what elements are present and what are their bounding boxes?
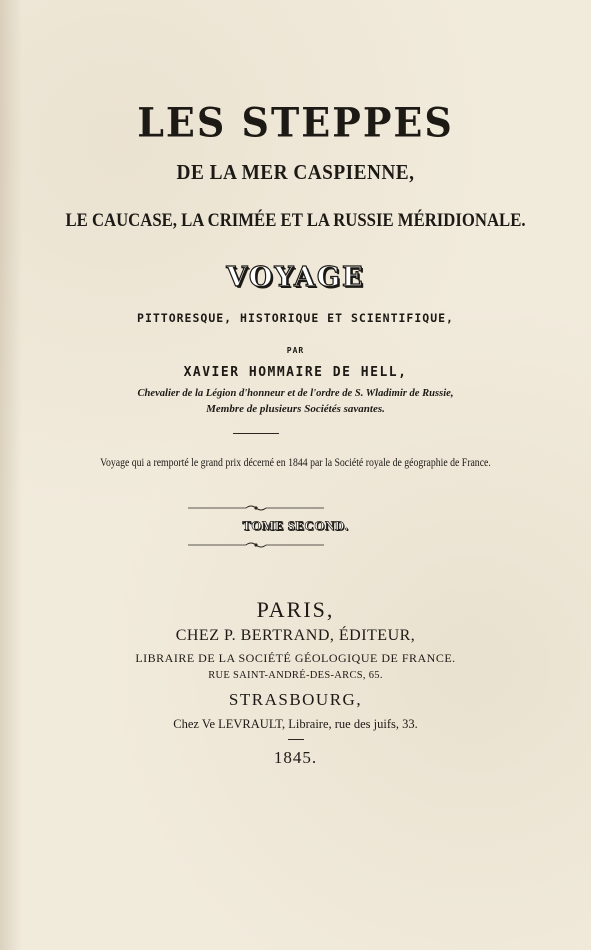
title-line-3: LE CAUCASE, LA CRIMÉE ET LA RUSSIE MÉRIDIONALE.: [65, 210, 526, 231]
title-line-2: DE LA MER CASPIENNE,: [176, 160, 415, 184]
par-label: PAR: [286, 346, 305, 355]
publication-year: 1845.: [273, 748, 318, 767]
ornament-bottom: [188, 541, 324, 549]
publisher-city: PARIS,: [256, 597, 335, 622]
publisher-city-2: STRASBOURG,: [228, 690, 363, 709]
author-name: XAVIER HOMMAIRE DE HELL,: [183, 365, 408, 380]
book-title: LES STEPPES: [137, 98, 454, 147]
ornament-top: [188, 504, 324, 512]
publisher-address: RUE SAINT-ANDRÉ-DES-ARCS, 65.: [208, 670, 383, 681]
author-honors-2: Membre de plusieurs Sociétés savantes.: [206, 403, 385, 415]
voyage-description: PITTORESQUE, HISTORIQUE ET SCIENTIFIQUE,: [137, 311, 454, 325]
author-honors-1: Chevalier de la Légion d'honneur et de l'ordre de S. Wladimir de Russie,: [137, 387, 454, 399]
publisher-name: CHEZ P. BERTRAND, ÉDITEUR,: [175, 627, 416, 644]
divider-rule: [233, 433, 279, 434]
voyage-heading: VOYAGE: [226, 262, 365, 293]
publisher-role: LIBRAIRE DE LA SOCIÉTÉ GÉOLOGIQUE DE FRANCE.: [135, 651, 456, 665]
prize-note: Voyage qui a remporté le grand prix décerné en 1844 par la Société royale de géographie de France.: [100, 457, 491, 469]
tome-label: TOME SECOND.: [242, 518, 349, 533]
year-rule: [288, 739, 304, 740]
publisher-name-2: Chez Ve LEVRAULT, Libraire, rue des juifs, 33.: [173, 717, 418, 731]
